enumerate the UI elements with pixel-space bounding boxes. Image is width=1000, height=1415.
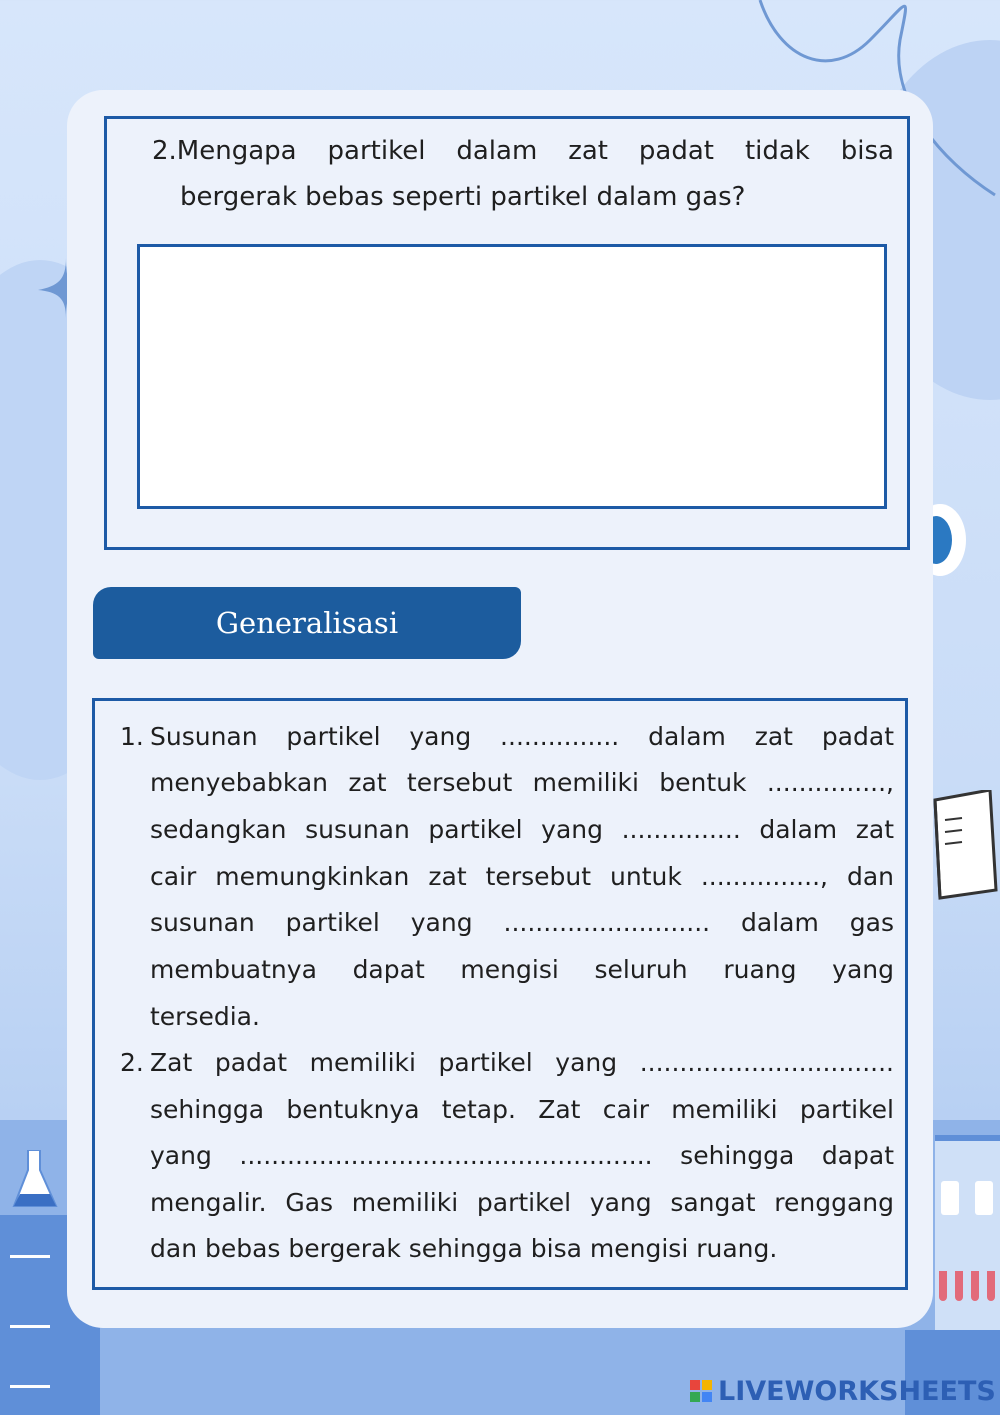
generalisasi-item-2-line-4: mengalir. Gas memiliki partikel yang sangat renggang xyxy=(150,1188,894,1217)
generalisasi-item-1-line-1: Susunan partikel yang ............... dalam zat padat xyxy=(150,722,894,751)
liveworksheets-brand xyxy=(690,1374,996,1408)
generalisasi-item-1-line-5: susunan partikel yang .......................... dalam gas xyxy=(150,908,894,937)
brand-name: LIVEWORKSHEETS xyxy=(718,1375,996,1407)
generalisasi-item-2-line-5: dan bebas bergerak sehingga bisa mengisi ruang. xyxy=(150,1234,778,1263)
lab-shelf-right xyxy=(935,1135,1000,1341)
question-2-answer-input[interactable] xyxy=(137,244,887,509)
generalisasi-item-1-line-6: membuatnya dapat mengisi seluruh ruang yang xyxy=(150,955,894,984)
generalisasi-heading: Generalisasi xyxy=(93,587,521,659)
generalisasi-item-2-line-2: sehingga bentuknya tetap. Zat cair memiliki partikel xyxy=(150,1095,894,1124)
generalisasi-item-2-number: 2. xyxy=(120,1048,144,1077)
book-icon xyxy=(930,790,1000,900)
question-2-line-1: 2.Mengapa partikel dalam zat padat tidak bisa xyxy=(152,136,894,166)
generalisasi-item-1-line-4: cair memungkinkan zat tersebut untuk ..............., dan xyxy=(150,862,894,891)
generalisasi-item-1-line-2: menyebabkan zat tersebut memiliki bentuk ..............., xyxy=(150,768,894,797)
generalisasi-item-1-line-7: tersedia. xyxy=(150,1002,260,1031)
liveworksheets-logo-icon xyxy=(690,1380,712,1402)
generalisasi-item-1-number: 1. xyxy=(120,722,144,751)
decorative-lens-icon xyxy=(930,500,966,580)
question-2-line-2: bergerak bebas seperti partikel dalam gas? xyxy=(180,182,746,212)
generalisasi-item-2-line-3: yang .................................................... sehingga dapat xyxy=(150,1141,894,1170)
generalisasi-item-1-line-3: sedangkan susunan partikel yang ............... dalam zat xyxy=(150,815,894,844)
flask-icon xyxy=(12,1150,58,1210)
generalisasi-item-2-line-1: Zat padat memiliki partikel yang ................................ xyxy=(150,1048,894,1077)
